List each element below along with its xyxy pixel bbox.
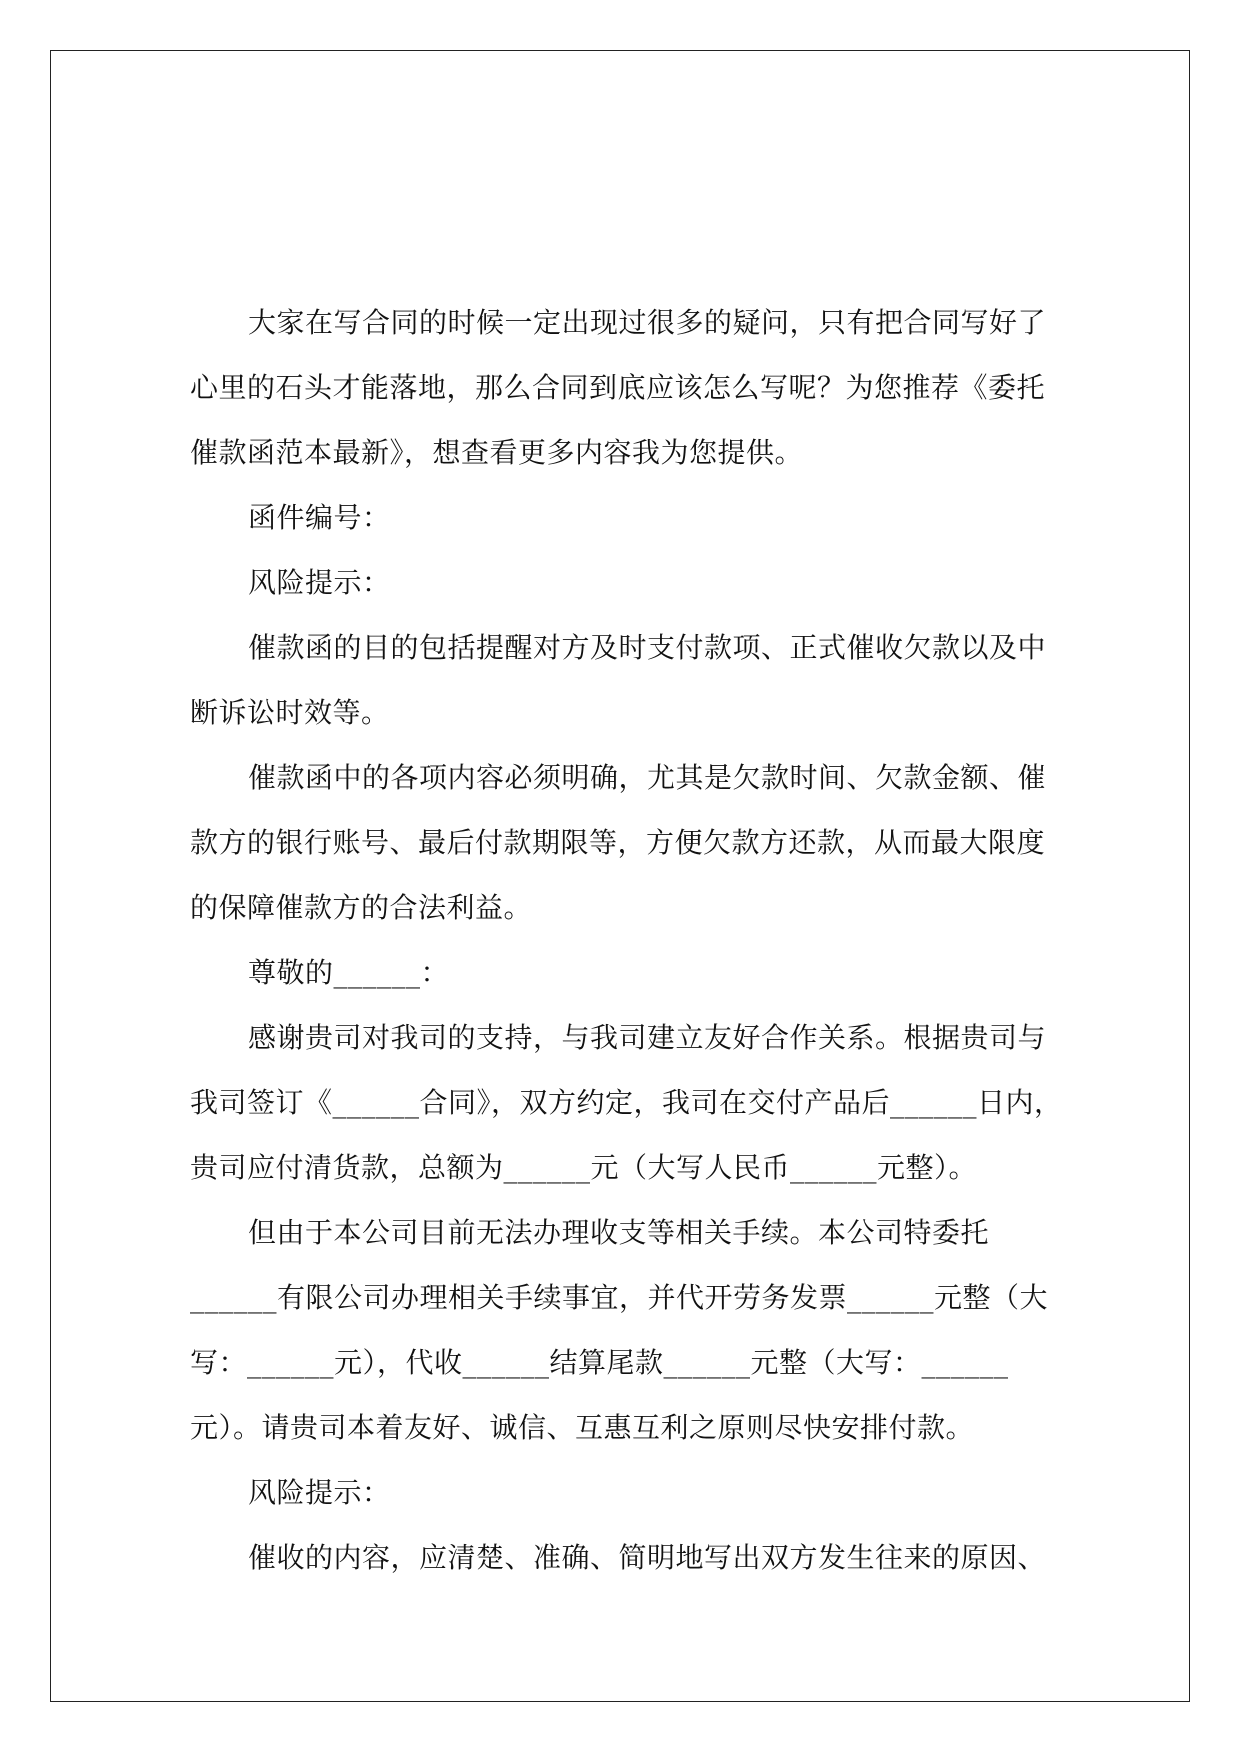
intro-paragraph — [190, 290, 1070, 485]
thanks-paragraph — [190, 1005, 1070, 1200]
text-line: 断诉讼时效等。 — [190, 696, 390, 729]
collection-content-paragraph — [190, 1525, 1070, 1590]
text-line: 催收的内容，应清楚、准确、简明地写出双方发生往来的原因、 — [248, 1541, 1047, 1574]
text-line: 函件编号： — [248, 501, 391, 534]
text-line: 催款函中的各项内容必须明确，尤其是欠款时间、欠款金额、催 — [248, 761, 1047, 794]
text-line: 我司签订《______合同》，双方约定，我司在交付产品后______日内， — [190, 1086, 1063, 1119]
text-line: 风险提示： — [248, 566, 391, 599]
letter-number-label — [190, 485, 1070, 550]
text-line: 但由于本公司目前无法办理收支等相关手续。本公司特委托 — [248, 1216, 990, 1249]
salutation — [190, 940, 1070, 1005]
text-line: 风险提示： — [248, 1476, 391, 1509]
document-body — [190, 290, 1070, 1590]
text-line: 款方的银行账号、最后付款期限等，方便欠款方还款，从而最大限度 — [190, 826, 1046, 859]
entrustment-paragraph — [190, 1200, 1070, 1460]
risk-notice-heading — [190, 550, 1070, 615]
text-line: 催款函的目的包括提醒对方及时支付款项、正式催收欠款以及中 — [248, 631, 1047, 664]
risk-notice-heading-2 — [190, 1460, 1070, 1525]
text-line: 的保障催款方的合法利益。 — [190, 891, 533, 924]
text-line: 写：______元），代收______结算尾款______元整（大写：______ — [190, 1346, 1009, 1379]
text-line: 感谢贵司对我司的支持，与我司建立友好合作关系。根据贵司与 — [248, 1021, 1047, 1054]
text-line: 尊敬的______： — [248, 956, 450, 989]
text-line: 心里的石头才能落地，那么合同到底应该怎么写呢？为您推荐《委托 — [190, 371, 1046, 404]
content-requirements-paragraph — [190, 745, 1070, 940]
text-line: 贵司应付清货款，总额为______元（大写人民币______元整）。 — [190, 1151, 978, 1184]
purpose-paragraph — [190, 615, 1070, 745]
text-line: 元）。请贵司本着友好、诚信、互惠互利之原则尽快安排付款。 — [190, 1411, 975, 1444]
text-line: 大家在写合同的时候一定出现过很多的疑问，只有把合同写好了 — [248, 306, 1047, 339]
text-line: 催款函范本最新》，想查看更多内容我为您提供。 — [190, 436, 804, 469]
text-line: ______有限公司办理相关手续事宜，并代开劳务发票______元整（大 — [190, 1281, 1049, 1314]
